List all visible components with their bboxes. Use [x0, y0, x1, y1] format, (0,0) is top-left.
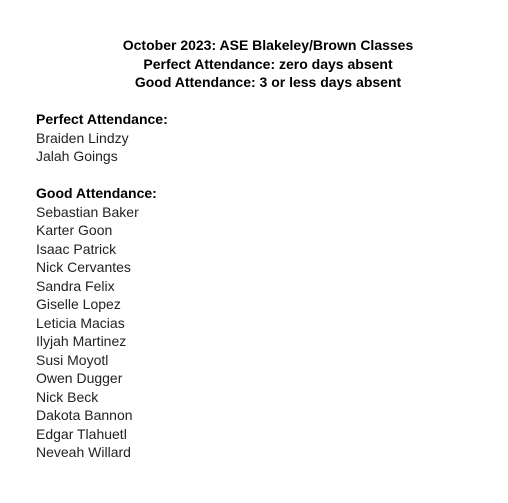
good-name: Nick Beck [36, 388, 99, 405]
good-name: Edgar Tlahuetl [36, 425, 127, 442]
good-name: Nick Cervantes [36, 259, 131, 275]
good-name: Susi Moyotl [36, 351, 109, 368]
good-attendance-heading: Good Attendance: [36, 185, 157, 201]
document-header [0, 36, 508, 92]
header-perfect-definition: Perfect Attendance: zero days absent [143, 55, 393, 72]
good-name: Isaac Patrick [36, 240, 117, 257]
good-name: Ilyjah Martinez [36, 333, 127, 349]
perfect-attendance-section [36, 110, 168, 166]
good-name: Owen Dugger [36, 370, 123, 386]
good-name: Giselle Lopez [36, 296, 121, 312]
good-name: Karter Goon [36, 222, 113, 238]
good-name: Dakota Bannon [36, 407, 133, 423]
good-name: Leticia Macias [36, 314, 125, 331]
perfect-name: Braiden Lindzy [36, 129, 129, 146]
good-name: Sebastian Baker [36, 203, 139, 220]
perfect-attendance-heading: Perfect Attendance: [36, 111, 168, 127]
header-good-definition: Good Attendance: 3 or less days absent [134, 74, 402, 90]
good-name: Sandra Felix [36, 277, 115, 294]
good-name: Neveah Willard [36, 444, 131, 460]
header-title: October 2023: ASE Blakeley/Brown Classes [122, 37, 414, 53]
good-attendance-section [36, 184, 157, 462]
perfect-name: Jalah Goings [36, 148, 118, 164]
